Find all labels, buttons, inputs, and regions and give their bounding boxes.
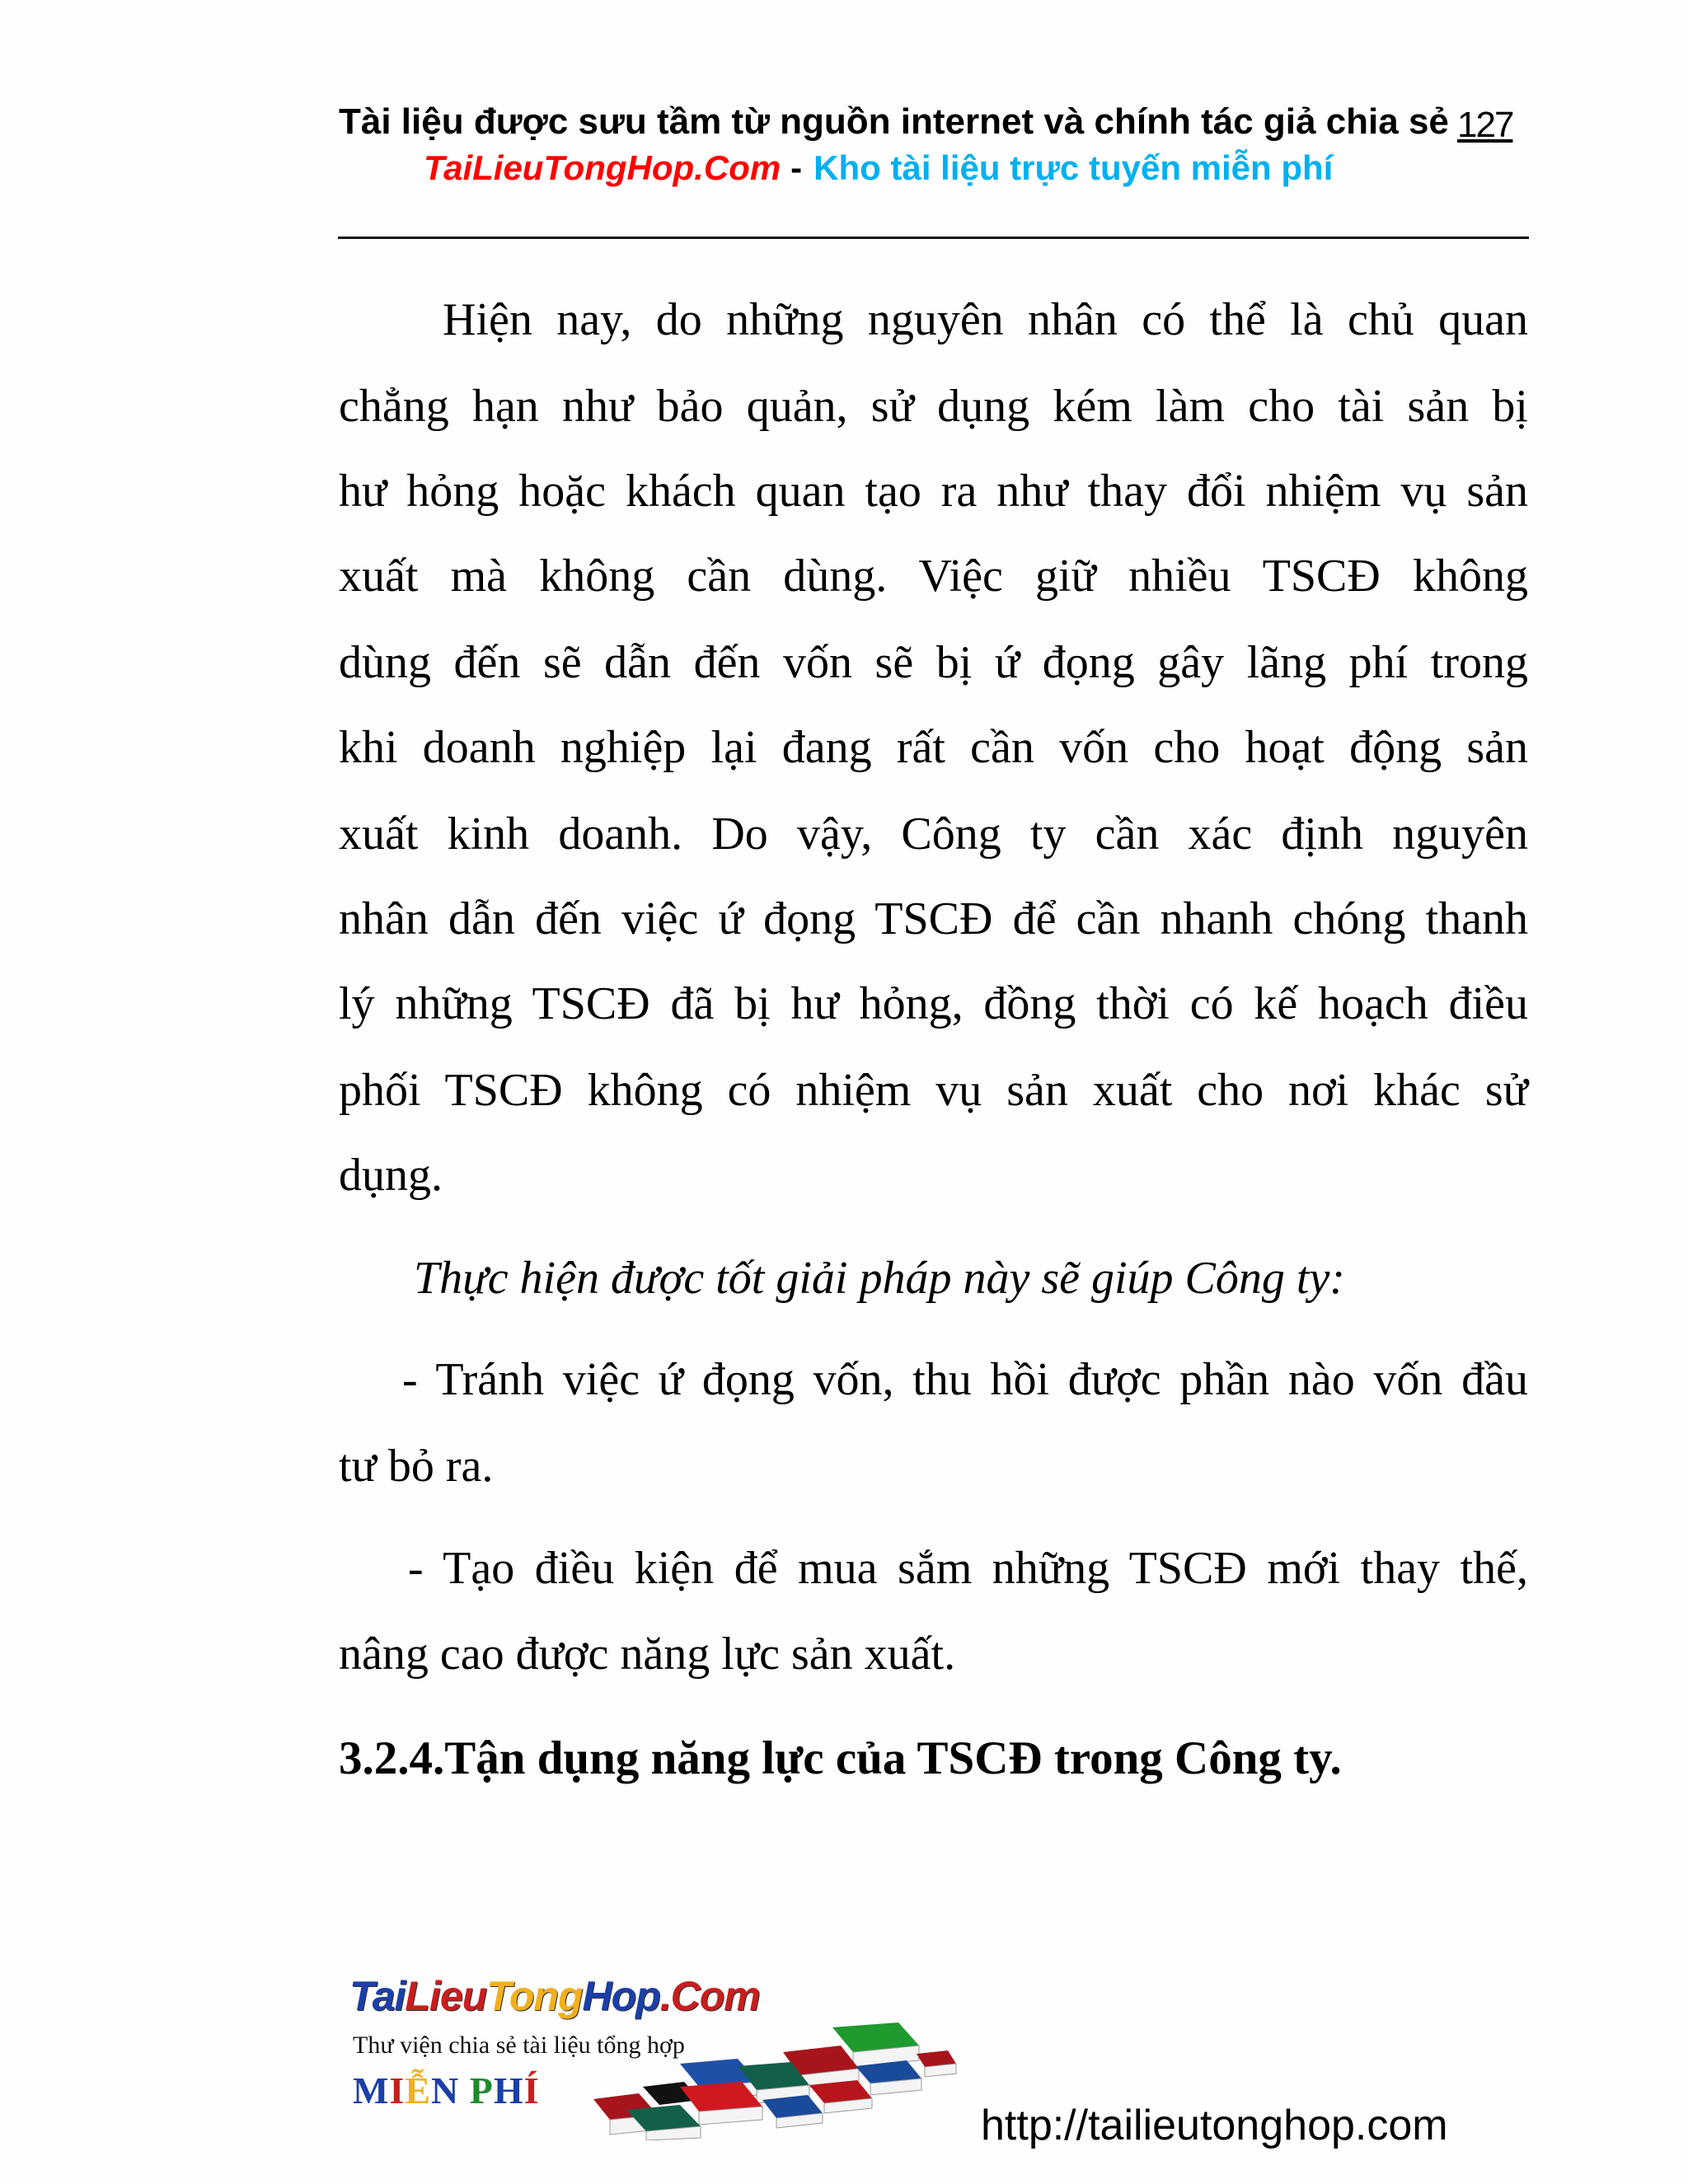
- paragraph-line: hư hỏng hoặc khách quan tạo ra như thay đổi nhiệm vụ sản: [339, 466, 1528, 517]
- page-number-text: 127: [1457, 105, 1513, 145]
- logo-title-part: Hop: [582, 1973, 660, 2019]
- paragraph-line: xuất mà không cần dùng. Việc giữ nhiều TSCĐ không: [339, 551, 1528, 602]
- header-separator: -: [790, 148, 803, 187]
- logo-title-part: Tong: [486, 1973, 583, 2019]
- logo-title: [349, 1971, 760, 2021]
- paragraph-line: lý những TSCĐ đã bị hư hỏng, đồng thời có kế hoạch điều: [339, 978, 1528, 1029]
- paragraph-line: phối TSCĐ không có nhiệm vụ sản xuất cho nơi khác sử: [339, 1065, 1528, 1116]
- paragraph-line: chẳng hạn như bảo quản, sử dụng kém làm cho tài sản bị: [339, 381, 1528, 432]
- logo-letter: H: [493, 2069, 524, 2111]
- logo-letter: I: [389, 2069, 406, 2111]
- bullet-item-2-line1: - Tạo điều kiện để mua sắm những TSCĐ mới thay thế,: [408, 1543, 1528, 1594]
- footer-url-link[interactable]: http://tailieutonghop.com: [981, 2102, 1448, 2149]
- header-source-note: Tài liệu được sưu tầm từ nguồn internet và chính tác giả chia sẻ: [339, 101, 1449, 142]
- logo-letter: P: [469, 2069, 494, 2111]
- stacked-books-icon: [593, 2021, 964, 2140]
- logo-title-part: Tai: [349, 1973, 406, 2019]
- logo-subtitle: Thư viện chia sẻ tài liệu tổng hợp: [353, 2032, 685, 2059]
- paragraph-line: khi doanh nghiệp lại đang rất cần vốn cho hoạt động sản: [339, 722, 1528, 773]
- header-site-line: [424, 147, 1333, 190]
- header-site-name[interactable]: TaiLieuTongHop.Com: [424, 148, 781, 187]
- logo-title-part: Lieu: [405, 1973, 487, 2019]
- paragraph-line: nhân dẫn đến việc ứ đọng TSCĐ để cần nhanh chóng thanh: [339, 893, 1528, 944]
- italic-intro: Thực hiện được tốt giải pháp này sẽ giúp Công ty:: [414, 1253, 1345, 1304]
- bullet-item-1-line1: - Tránh việc ứ đọng vốn, thu hồi được phần nào vốn đầu: [402, 1354, 1528, 1405]
- logo-letter: M: [353, 2069, 390, 2111]
- bullet-item-1-line2: tư bỏ ra.: [339, 1441, 494, 1492]
- header-divider: [338, 237, 1529, 239]
- footer-logo[interactable]: [346, 1971, 964, 2140]
- paragraph-line: dụng.: [339, 1150, 443, 1201]
- page-number: [1457, 104, 1512, 147]
- logo-letter: N: [431, 2069, 460, 2111]
- section-heading: 3.2.4.Tận dụng năng lực của TSCĐ trong Công ty.: [339, 1732, 1342, 1784]
- logo-letter: Ễ: [405, 2069, 432, 2111]
- logo-letter: [459, 2069, 470, 2111]
- bullet-item-2-line2: nâng cao được năng lực sản xuất.: [339, 1629, 956, 1680]
- header-tagline: Kho tài liệu trực tuyến miễn phí: [814, 148, 1334, 187]
- paragraph-line: Hiện nay, do những nguyên nhân có thể là chủ quan: [443, 294, 1528, 345]
- logo-title-part: .Com: [659, 1973, 760, 2019]
- paragraph-line: xuất kinh doanh. Do vậy, Công ty cần xác định nguyên: [339, 808, 1528, 860]
- paragraph-line: dùng đến sẽ dẫn đến vốn sẽ bị ứ đọng gây lãng phí trong: [339, 637, 1528, 688]
- logo-letter: Í: [523, 2069, 540, 2111]
- logo-free-label: [353, 2069, 540, 2113]
